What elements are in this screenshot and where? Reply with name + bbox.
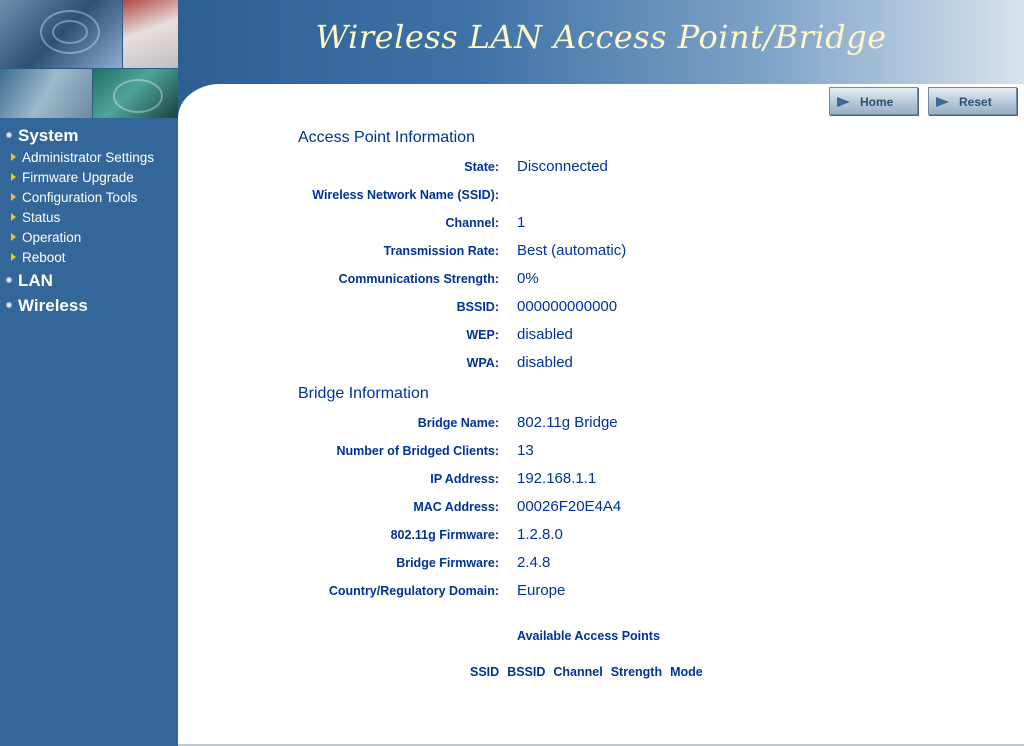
people-image <box>123 0 178 68</box>
regulatory-domain-value: Europe <box>517 582 566 599</box>
regulatory-domain-label: Country/Regulatory Domain: <box>328 584 499 598</box>
bssid-value: 000000000000 <box>517 298 618 315</box>
sidebar-item-configuration-tools[interactable]: Configuration Tools <box>11 190 137 205</box>
ssid-label: Wireless Network Name (SSID): <box>312 188 499 202</box>
communications-strength-label: Communications Strength: <box>338 272 499 286</box>
handshake-image <box>0 69 92 118</box>
technology-image <box>93 69 178 118</box>
channel-value: 1 <box>517 214 526 231</box>
bridge-name-value: 802.11g Bridge <box>517 414 618 431</box>
sidebar-section-wireless[interactable]: Wireless <box>6 296 88 316</box>
wep-value: disabled <box>517 326 573 343</box>
sidebar-item-status[interactable]: Status <box>11 210 60 225</box>
column-strength: Strength <box>610 665 663 679</box>
mac-address-value: 00026F20E4A4 <box>517 498 622 515</box>
bullet-icon <box>6 302 12 308</box>
sidebar-section-lan[interactable]: LAN <box>6 271 53 291</box>
channel-label: Channel: <box>445 216 499 230</box>
g-firmware-label: 802.11g Firmware: <box>390 528 499 542</box>
communications-strength-value: 0% <box>517 270 539 287</box>
home-button[interactable]: Home <box>829 87 918 115</box>
column-mode: Mode <box>670 665 703 679</box>
bridge-firmware-value: 2.4.8 <box>517 554 551 571</box>
page-title: Wireless LAN Access Point/Bridge <box>315 18 887 56</box>
wpa-value: disabled <box>517 354 573 371</box>
available-access-points-heading: Available Access Points <box>517 629 660 643</box>
arrow-right-icon <box>11 173 16 181</box>
arrow-right-icon <box>11 253 16 261</box>
ap-info-heading: Access Point Information <box>298 129 475 146</box>
arrow-right-icon <box>11 233 16 241</box>
sidebar-item-firmware-upgrade[interactable]: Firmware Upgrade <box>11 170 134 185</box>
bullet-icon <box>6 132 12 138</box>
sidebar-section-system[interactable]: System <box>6 126 78 146</box>
bridge-name-label: Bridge Name: <box>417 416 499 430</box>
bridged-clients-label: Number of Bridged Clients: <box>336 444 499 458</box>
ip-address-value: 192.168.1.1 <box>517 470 597 487</box>
sidebar-item-operation[interactable]: Operation <box>11 230 81 245</box>
column-bssid: BSSID <box>507 665 546 679</box>
arrow-right-icon <box>837 97 850 107</box>
reset-button[interactable]: Reset <box>928 87 1017 115</box>
bridge-info-heading: Bridge Information <box>298 385 429 402</box>
sidebar-item-administrator-settings[interactable]: Administrator Settings <box>11 150 154 165</box>
access-points-table-header <box>470 665 711 679</box>
bssid-label: BSSID: <box>456 300 499 314</box>
bridged-clients-value: 13 <box>517 442 534 459</box>
wpa-label: WPA: <box>466 356 499 370</box>
header-photo-collage <box>0 0 178 118</box>
arrow-right-icon <box>11 213 16 221</box>
ip-address-label: IP Address: <box>430 472 499 486</box>
column-ssid: SSID <box>470 665 500 679</box>
globe-image <box>0 0 122 68</box>
arrow-right-icon <box>11 193 16 201</box>
column-channel: Channel <box>553 665 603 679</box>
transmission-rate-value: Best (automatic) <box>517 242 627 259</box>
bridge-firmware-label: Bridge Firmware: <box>396 556 499 570</box>
g-firmware-value: 1.2.8.0 <box>517 526 563 543</box>
arrow-right-icon <box>11 153 16 161</box>
state-label: State: <box>464 160 499 174</box>
state-value: Disconnected <box>517 158 608 175</box>
sidebar-item-reboot[interactable]: Reboot <box>11 250 66 265</box>
mac-address-label: MAC Address: <box>413 500 499 514</box>
bullet-icon <box>6 277 12 283</box>
arrow-right-icon <box>936 97 949 107</box>
wep-label: WEP: <box>466 328 499 342</box>
transmission-rate-label: Transmission Rate: <box>383 244 499 258</box>
